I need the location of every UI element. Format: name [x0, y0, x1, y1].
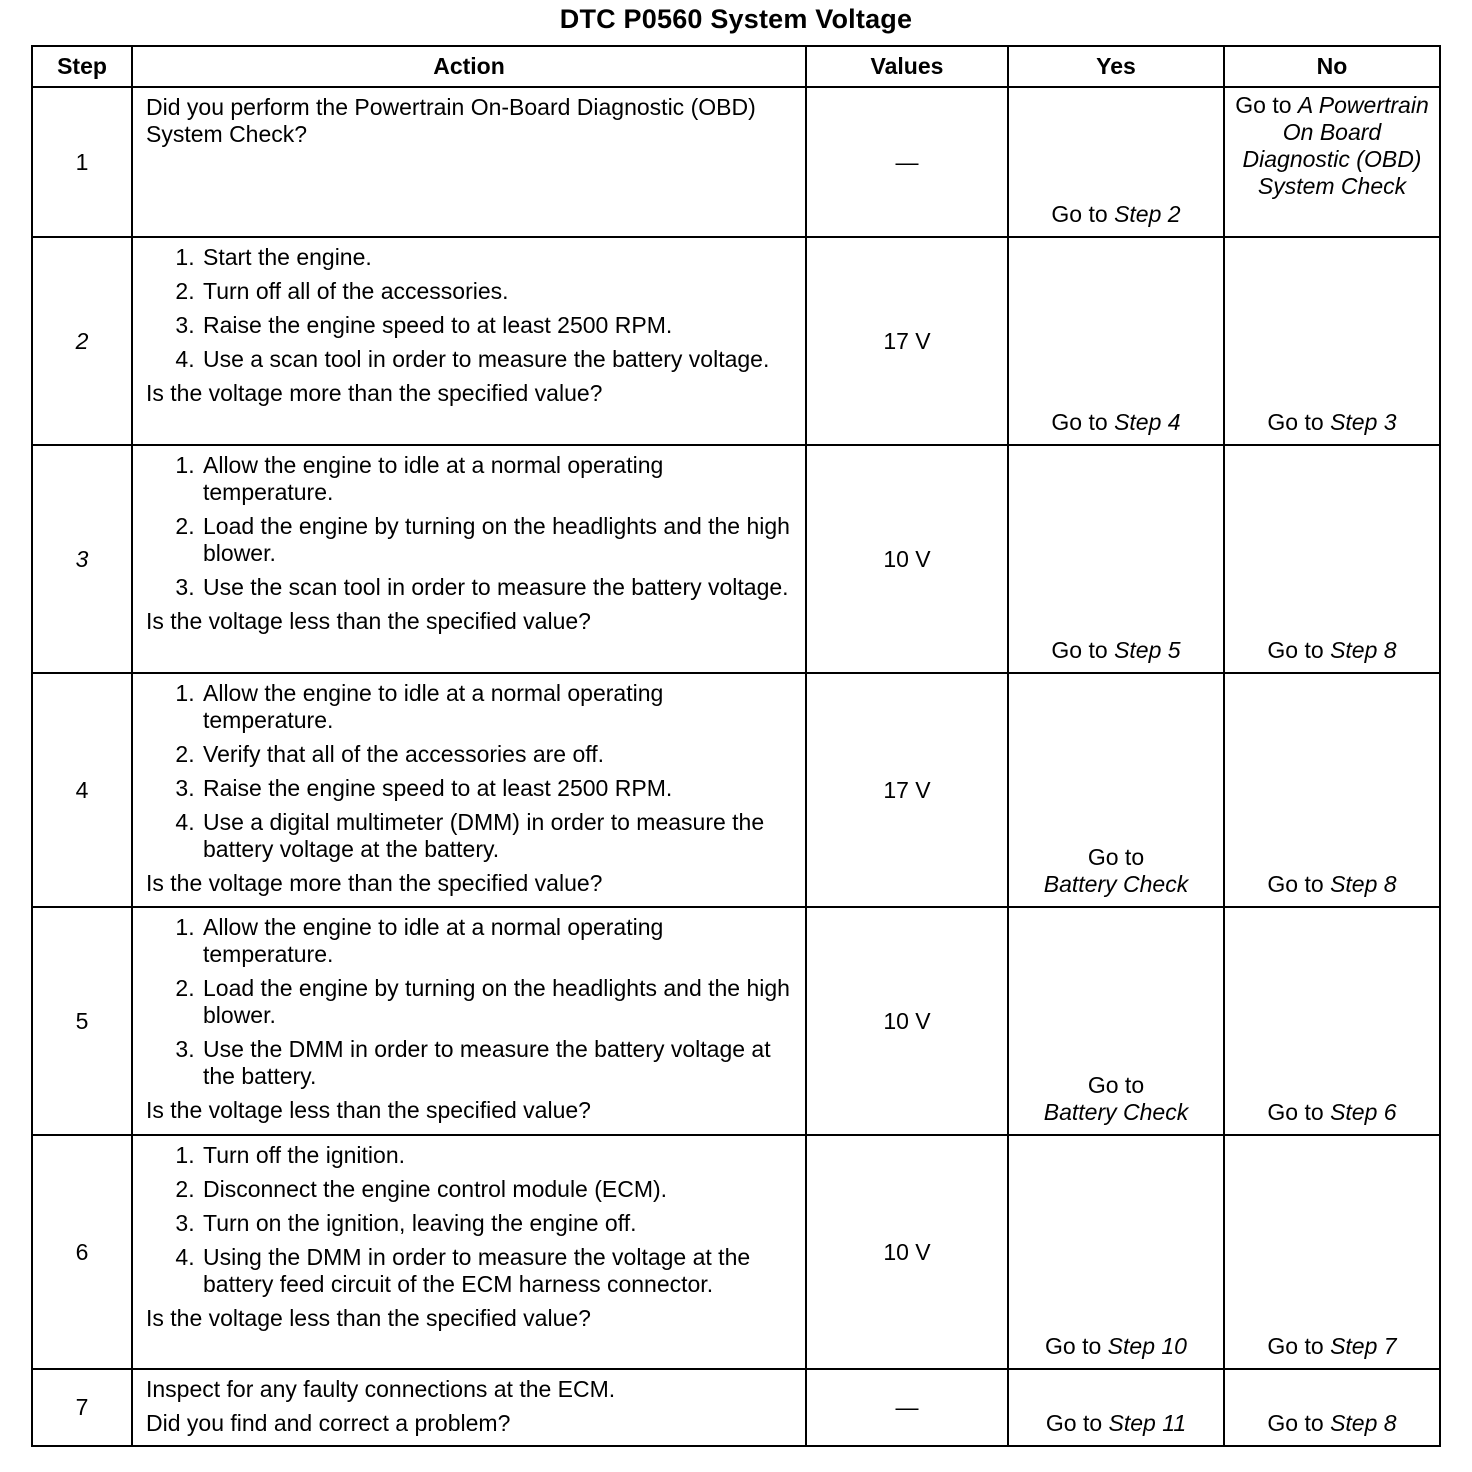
yes-cell: [1008, 1135, 1224, 1369]
yes-goto[interactable]: [1044, 844, 1188, 897]
action-cell: [132, 237, 806, 445]
action-steps-list: [146, 244, 795, 373]
table-row: [32, 87, 1440, 237]
no-goto-prefix: Go to: [1235, 92, 1292, 118]
action-step: 4. Using the DMM in order to measure the voltage at the battery feed circuit of the ECM harness connector.: [201, 1244, 795, 1298]
specified-value: 10 V: [806, 907, 1008, 1135]
action-cell: [132, 1135, 806, 1369]
no-cell: [1224, 907, 1440, 1135]
yes-goto-prefix: Go to: [1087, 844, 1145, 870]
specified-value: 10 V: [806, 445, 1008, 673]
action-step: 1. Allow the engine to idle at a normal operating temperature.: [201, 914, 795, 968]
yes-goto[interactable]: [1051, 637, 1180, 663]
yes-goto-target[interactable]: Step 11: [1108, 1410, 1187, 1436]
action-question: Is the voltage more than the specified value?: [146, 870, 603, 896]
action-cell: [132, 1369, 806, 1446]
action-lead: Inspect for any faulty connections at the ECM.: [146, 1376, 616, 1402]
no-cell: [1224, 1135, 1440, 1369]
yes-goto-prefix: Go to: [1045, 1333, 1102, 1359]
no-goto[interactable]: [1267, 871, 1396, 897]
action-step: 3. Turn on the ignition, leaving the engine off.: [201, 1210, 795, 1237]
step-number: 7: [32, 1369, 132, 1446]
action-step: 2. Disconnect the engine control module (ECM).: [201, 1176, 795, 1203]
action-step: 3. Raise the engine speed to at least 2500 RPM.: [201, 775, 795, 802]
yes-goto-target[interactable]: Step 10: [1107, 1333, 1187, 1359]
action-step: 4. Use a digital multimeter (DMM) in order to measure the battery voltage at the battery.: [201, 809, 795, 863]
document-title: DTC P0560 System Voltage: [559, 4, 913, 34]
no-goto-prefix: Go to: [1267, 1410, 1324, 1436]
no-goto-prefix: Go to: [1267, 871, 1324, 897]
no-goto-target[interactable]: Step 6: [1330, 1099, 1397, 1125]
action-cell: [132, 907, 806, 1135]
step-number: 4: [32, 673, 132, 907]
no-cell: [1224, 673, 1440, 907]
step-number: 5: [32, 907, 132, 1135]
action-step: 2. Load the engine by turning on the headlights and the high blower.: [201, 975, 795, 1029]
yes-goto-target[interactable]: Battery Check: [1043, 871, 1189, 897]
no-goto-target[interactable]: Step 8: [1330, 637, 1397, 663]
table-row: [32, 1135, 1440, 1369]
action-step: 1. Turn off the ignition.: [201, 1142, 795, 1169]
no-cell: [1224, 1369, 1440, 1446]
no-goto-prefix: Go to: [1267, 1333, 1324, 1359]
table-row: [32, 1369, 1440, 1446]
action-step: 3. Raise the engine speed to at least 2500 RPM.: [201, 312, 795, 339]
yes-goto[interactable]: [1045, 1333, 1187, 1359]
action-question: Is the voltage less than the specified value?: [146, 1305, 591, 1331]
yes-goto[interactable]: [1051, 409, 1180, 435]
specified-value: —: [806, 87, 1008, 237]
table-row: [32, 445, 1440, 673]
specified-value: 10 V: [806, 1135, 1008, 1369]
table-row: [32, 673, 1440, 907]
action-step: 4. Use a scan tool in order to measure the battery voltage.: [201, 346, 795, 373]
yes-goto[interactable]: [1051, 201, 1180, 227]
no-goto-target[interactable]: Step 8: [1330, 1410, 1397, 1436]
yes-goto-target[interactable]: Step 5: [1114, 637, 1181, 663]
table-row: [32, 907, 1440, 1135]
action-step: 1. Allow the engine to idle at a normal operating temperature.: [201, 452, 795, 506]
action-question: Did you perform the Powertrain On-Board Diagnostic (OBD) System Check?: [146, 94, 756, 147]
specified-value: 17 V: [806, 673, 1008, 907]
yes-goto[interactable]: [1044, 1072, 1188, 1125]
step-number: 1: [32, 87, 132, 237]
yes-goto-prefix: Go to: [1051, 409, 1108, 435]
no-goto[interactable]: [1267, 409, 1396, 435]
no-cell: [1224, 445, 1440, 673]
yes-goto-prefix: Go to: [1045, 1410, 1103, 1436]
no-goto-prefix: Go to: [1267, 637, 1324, 663]
action-question: Is the voltage less than the specified value?: [146, 1097, 591, 1123]
table-row: [32, 237, 1440, 445]
no-goto-target[interactable]: Step 7: [1330, 1333, 1397, 1359]
action-question: Is the voltage more than the specified value?: [146, 380, 603, 406]
no-goto[interactable]: [1267, 1410, 1396, 1436]
yes-cell: [1008, 907, 1224, 1135]
action-steps-list: [146, 452, 795, 601]
diagnostic-table: [31, 45, 1441, 1447]
yes-cell: [1008, 445, 1224, 673]
no-goto[interactable]: [1235, 92, 1428, 199]
action-step: 2. Turn off all of the accessories.: [201, 278, 795, 305]
action-steps-list: [146, 680, 795, 863]
yes-goto[interactable]: [1046, 1410, 1186, 1436]
yes-goto-prefix: Go to: [1051, 201, 1108, 227]
header-row: [32, 46, 1440, 87]
no-goto[interactable]: [1267, 1099, 1396, 1125]
no-goto[interactable]: [1267, 637, 1396, 663]
action-step: 1. Allow the engine to idle at a normal operating temperature.: [201, 680, 795, 734]
action-steps-list: [146, 1142, 795, 1298]
action-question: Did you find and correct a problem?: [146, 1410, 511, 1436]
step-number: 3: [32, 445, 132, 673]
yes-cell: [1008, 1369, 1224, 1446]
no-goto[interactable]: [1267, 1333, 1396, 1359]
action-step: 2. Load the engine by turning on the headlights and the high blower.: [201, 513, 795, 567]
yes-cell: [1008, 87, 1224, 237]
yes-goto-target[interactable]: Step 2: [1114, 201, 1181, 227]
no-goto-prefix: Go to: [1267, 1099, 1324, 1125]
column-header-no: No: [1224, 46, 1440, 87]
action-step: 3. Use the DMM in order to measure the battery voltage at the battery.: [201, 1036, 795, 1090]
action-step: 2. Verify that all of the accessories are off.: [201, 741, 795, 768]
column-header-action: Action: [132, 46, 806, 87]
action-question: Is the voltage less than the specified value?: [146, 608, 591, 634]
yes-cell: [1008, 673, 1224, 907]
column-header-values: Values: [806, 46, 1008, 87]
action-step: 1. Start the engine.: [201, 244, 795, 271]
action-cell: [132, 673, 806, 907]
action-steps-list: [146, 914, 795, 1090]
action-step: 3. Use the scan tool in order to measure the battery voltage.: [201, 574, 795, 601]
yes-cell: [1008, 237, 1224, 445]
column-header-step: Step: [32, 46, 132, 87]
step-number: 6: [32, 1135, 132, 1369]
action-cell: [132, 87, 806, 237]
no-goto-target[interactable]: A Powertrain On Board Diagnostic (OBD) System Check: [1242, 92, 1429, 199]
no-goto-target[interactable]: Step 8: [1330, 871, 1397, 897]
yes-goto-prefix: Go to: [1087, 1072, 1145, 1098]
yes-goto-target[interactable]: Step 4: [1114, 409, 1181, 435]
yes-goto-prefix: Go to: [1051, 637, 1108, 663]
no-cell: [1224, 87, 1440, 237]
specified-value: —: [806, 1369, 1008, 1446]
yes-goto-target[interactable]: Battery Check: [1043, 1099, 1189, 1125]
specified-value: 17 V: [806, 237, 1008, 445]
action-cell: [132, 445, 806, 673]
column-header-yes: Yes: [1008, 46, 1224, 87]
step-number: 2: [32, 237, 132, 445]
no-goto-target[interactable]: Step 3: [1330, 409, 1397, 435]
no-cell: [1224, 237, 1440, 445]
no-goto-prefix: Go to: [1267, 409, 1324, 435]
